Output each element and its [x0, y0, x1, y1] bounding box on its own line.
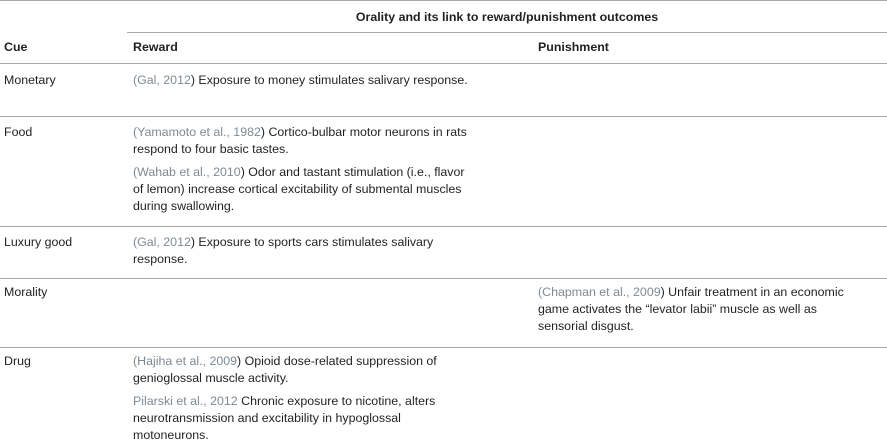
punishment-cell-morality — [538, 284, 868, 335]
column-header-punishment: Punishment — [538, 40, 609, 54]
punishment-entry — [538, 284, 868, 335]
reward-cell-luxury-good — [133, 234, 473, 268]
row-cue-luxury-good: Luxury good — [4, 235, 73, 249]
row-cue-drug: Drug — [4, 354, 31, 368]
reward-entry — [133, 72, 473, 89]
entry-text: ) Exposure to money stimulates salivary response. — [190, 73, 468, 87]
column-header-cue: Cue — [4, 40, 28, 54]
row-cue-morality: Morality — [4, 285, 48, 299]
entry-text: ) Exposure to sports cars stimulates salivary response. — [133, 235, 434, 266]
citation-link[interactable]: (Wahab et al., 2010 — [133, 165, 241, 179]
reward-entry — [133, 234, 473, 268]
group-header: Orality and its link to reward/punishment outcomes — [355, 10, 659, 24]
citation-link[interactable]: (Gal, 2012 — [133, 73, 191, 87]
column-header-rule — [0, 63, 887, 64]
entry-text: ) Cortico-bulbar motor neurons in rats respond to four basic tastes. — [133, 125, 467, 156]
reward-entry — [133, 353, 473, 387]
citation-link[interactable]: (Chapman et al., 2009 — [538, 285, 661, 299]
citation-link[interactable]: Pilarski et al., 2012 — [133, 394, 238, 408]
table-top-rule — [0, 0, 887, 1]
entry-text: ) Odor and tastant stimulation (i.e., flavor of lemon) increase cortical excitability of submental muscles during swallowing. — [133, 165, 465, 213]
citation-link[interactable]: (Yamamoto et al., 1982 — [133, 125, 261, 139]
row-cue-food: Food — [4, 125, 33, 139]
citation-link[interactable]: (Hajiha et al., 2009 — [133, 354, 238, 368]
row-divider-1 — [0, 116, 887, 117]
entry-text: ) Unfair treatment in an economic game activates the “levator labii” muscle as well as sensorial disgust. — [538, 285, 844, 333]
reward-cell-monetary — [133, 72, 473, 89]
row-divider-2 — [0, 226, 887, 227]
entry-text: ) Opioid dose-related suppression of genioglossal muscle activity. — [133, 354, 437, 385]
reward-entry — [133, 164, 473, 215]
column-header-reward: Reward — [133, 40, 178, 54]
row-cue-monetary: Monetary — [4, 73, 56, 87]
citation-link[interactable]: (Gal, 2012 — [133, 235, 191, 249]
entry-text: Chronic exposure to nicotine, alters neurotransmission and excitability in hypoglossal motoneurons. — [133, 394, 436, 442]
reward-cell-food — [133, 124, 473, 215]
reward-entry — [133, 124, 473, 158]
group-header-rule — [127, 32, 887, 33]
reward-entry — [133, 393, 473, 444]
row-divider-4 — [0, 347, 887, 348]
row-divider-3 — [0, 278, 887, 279]
reward-cell-drug — [133, 353, 473, 444]
